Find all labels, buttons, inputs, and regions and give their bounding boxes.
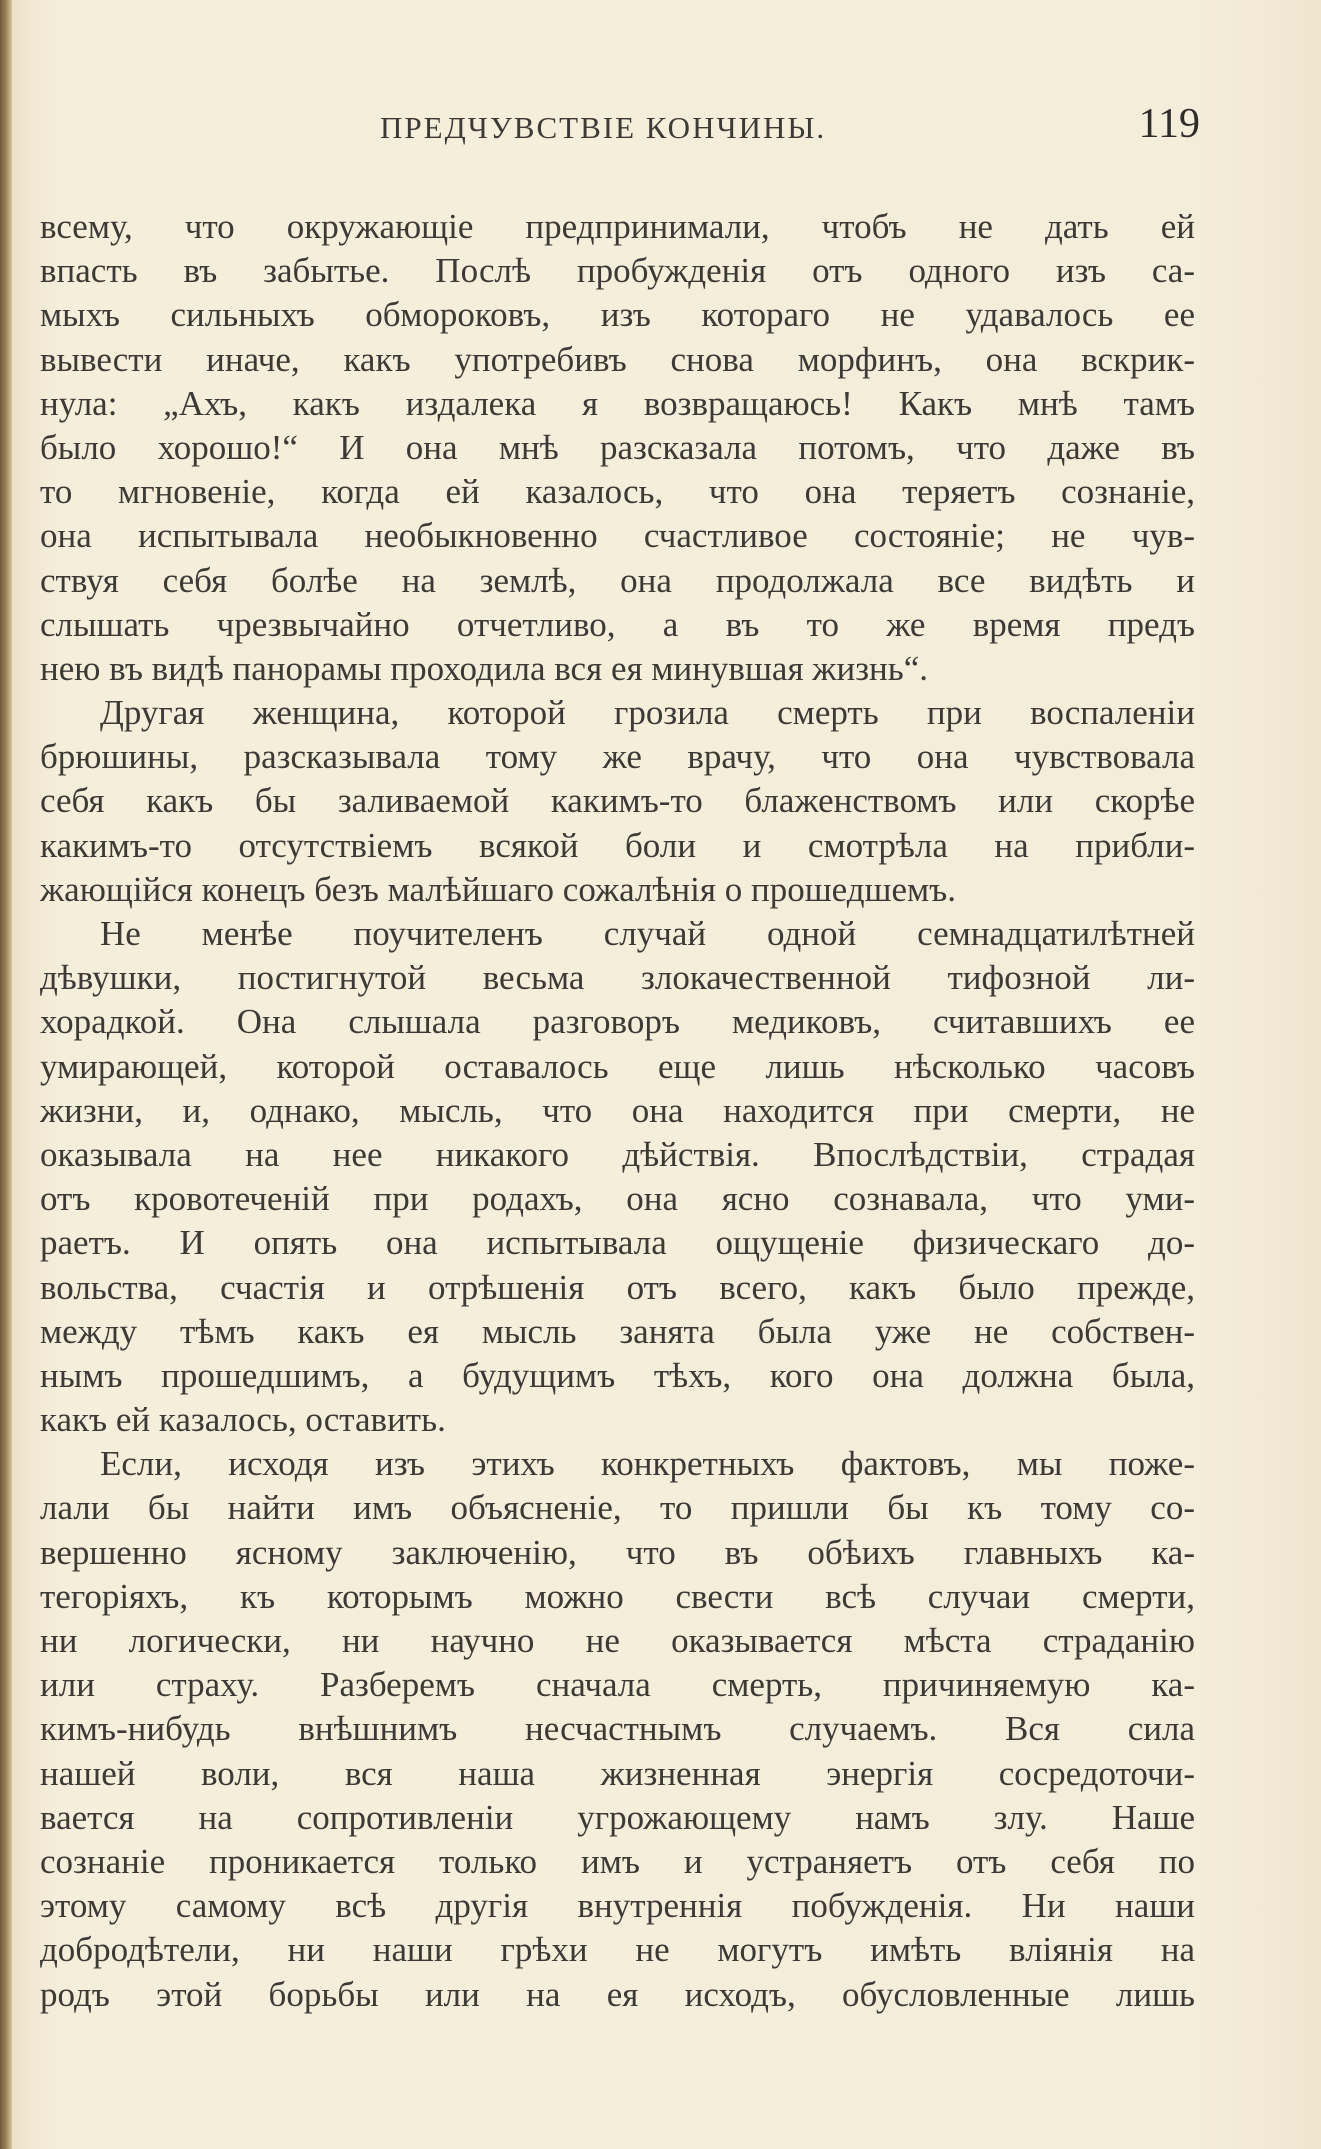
text-line: тегоріяхъ, къ которымъ можно свести всѣ случаи смерти,	[40, 1576, 1195, 1616]
text-line: или страху. Разберемъ сначала смерть, причиняемую ка-	[40, 1665, 1195, 1705]
text-line: Если, исходя изъ этихъ конкретныхъ фактовъ, мы поже-	[100, 1444, 1195, 1484]
text-line: добродѣтели, ни наши грѣхи не могутъ имѣть вліянія на	[40, 1930, 1195, 1970]
text-line: жающійся конецъ безъ малѣйшаго сожалѣнія о прошедшемъ.	[40, 869, 957, 909]
text-line: вается на сопротивленіи угрожающему намъ злу. Наше	[40, 1797, 1195, 1837]
text-line: мыхъ сильныхъ обмороковъ, изъ котораго не удавалось ее	[40, 295, 1195, 335]
text-line: этому самому всѣ другія внутреннія побужденія. Ни наши	[40, 1886, 1195, 1926]
text-line: всему, что окружающіе предпринимали, чтобъ не дать ей	[40, 207, 1195, 246]
text-line: дѣвушки, постигнутой весьма злокачественной тифозной ли-	[40, 958, 1195, 998]
text-line: было хорошо!“ И она мнѣ разсказала потомъ, что даже въ	[40, 427, 1195, 467]
text-line: себя какъ бы заливаемой какимъ-то блаженствомъ или скорѣе	[40, 781, 1195, 821]
text-line: нашей воли, вся наша жизненная энергія сосредоточи-	[40, 1753, 1195, 1793]
text-line: какъ ей казалось, оставить.	[40, 1400, 446, 1440]
text-line: родъ этой борьбы или на ея исходъ, обусловленные лишь	[40, 1974, 1195, 2014]
text-line: ствуя себя болѣе на землѣ, она продолжала все видѣть и	[40, 560, 1195, 600]
text-line: брюшины, разсказывала тому же врачу, что она чувствовала	[40, 737, 1195, 777]
page-number: 119	[1138, 101, 1200, 147]
text-line: нула: „Ахъ, какъ издалека я возвращаюсь! Какъ мнѣ тамъ	[40, 383, 1195, 423]
text-line: она испытывала необыкновенно счастливое состояніе; не чув-	[40, 516, 1195, 556]
text-line: вольства, счастія и отрѣшенія отъ всего, какъ было прежде,	[40, 1267, 1195, 1307]
text-line: сознаніе проникается только имъ и устраняетъ отъ себя по	[40, 1841, 1195, 1881]
text-line: хорадкой. Она слышала разговоръ медиковъ, считавшихъ ее	[40, 1002, 1195, 1042]
text-line: нымъ прошедшимъ, а будущимъ тѣхъ, кого она должна была,	[40, 1355, 1195, 1395]
text-line: умирающей, которой оставалось еще лишь нѣсколько часовъ	[40, 1046, 1195, 1086]
page-binding-edge	[0, 0, 12, 2149]
text-line: слышать чрезвычайно отчетливо, а въ то же время предъ	[40, 604, 1195, 644]
text-line: жизни, и, однако, мысль, что она находится при смерти, не	[40, 1090, 1195, 1130]
text-line: Другая женщина, которой грозила смерть при воспаленіи	[100, 693, 1195, 733]
text-line: между тѣмъ какъ ея мысль занята была уже не собствен-	[40, 1311, 1195, 1351]
text-line: лали бы найти имъ объясненіе, то пришли бы къ тому со-	[40, 1488, 1195, 1528]
text-line: Не менѣе поучителенъ случай одной семнадцатилѣтней	[100, 914, 1195, 953]
text-line: ни логически, ни научно не оказывается мѣста страданію	[40, 1621, 1195, 1660]
text-line: кимъ-нибудь внѣшнимъ несчастнымъ случаемъ. Вся сила	[40, 1709, 1195, 1749]
page-header	[380, 100, 1200, 160]
text-line: то мгновеніе, когда ей казалось, что она теряетъ сознаніе,	[40, 472, 1195, 512]
text-line: какимъ-то отсутствіемъ всякой боли и смотрѣла на прибли-	[40, 825, 1195, 865]
text-line: вершенно ясному заключенію, что въ обѣихъ главныхъ ка-	[40, 1532, 1195, 1572]
text-line: оказывала на нее никакого дѣйствія. Впослѣдствіи, страдая	[40, 1134, 1195, 1174]
text-line: раетъ. И опять она испытывала ощущеніе физическаго до-	[40, 1223, 1195, 1263]
text-line: впасть въ забытье. Послѣ пробужденія отъ одного изъ са-	[40, 251, 1195, 291]
text-line: отъ кровотеченій при родахъ, она ясно сознавала, что уми-	[40, 1179, 1195, 1219]
text-line: нею въ видѣ панорамы проходила вся ея минувшая жизнь“.	[40, 648, 929, 688]
text-line: вывести иначе, какъ употребивъ снова морфинъ, она вскрик-	[40, 339, 1195, 379]
running-title: ПРЕДЧУВСТВІЕ КОНЧИНЫ.	[380, 110, 827, 145]
body-text	[40, 205, 1195, 2017]
